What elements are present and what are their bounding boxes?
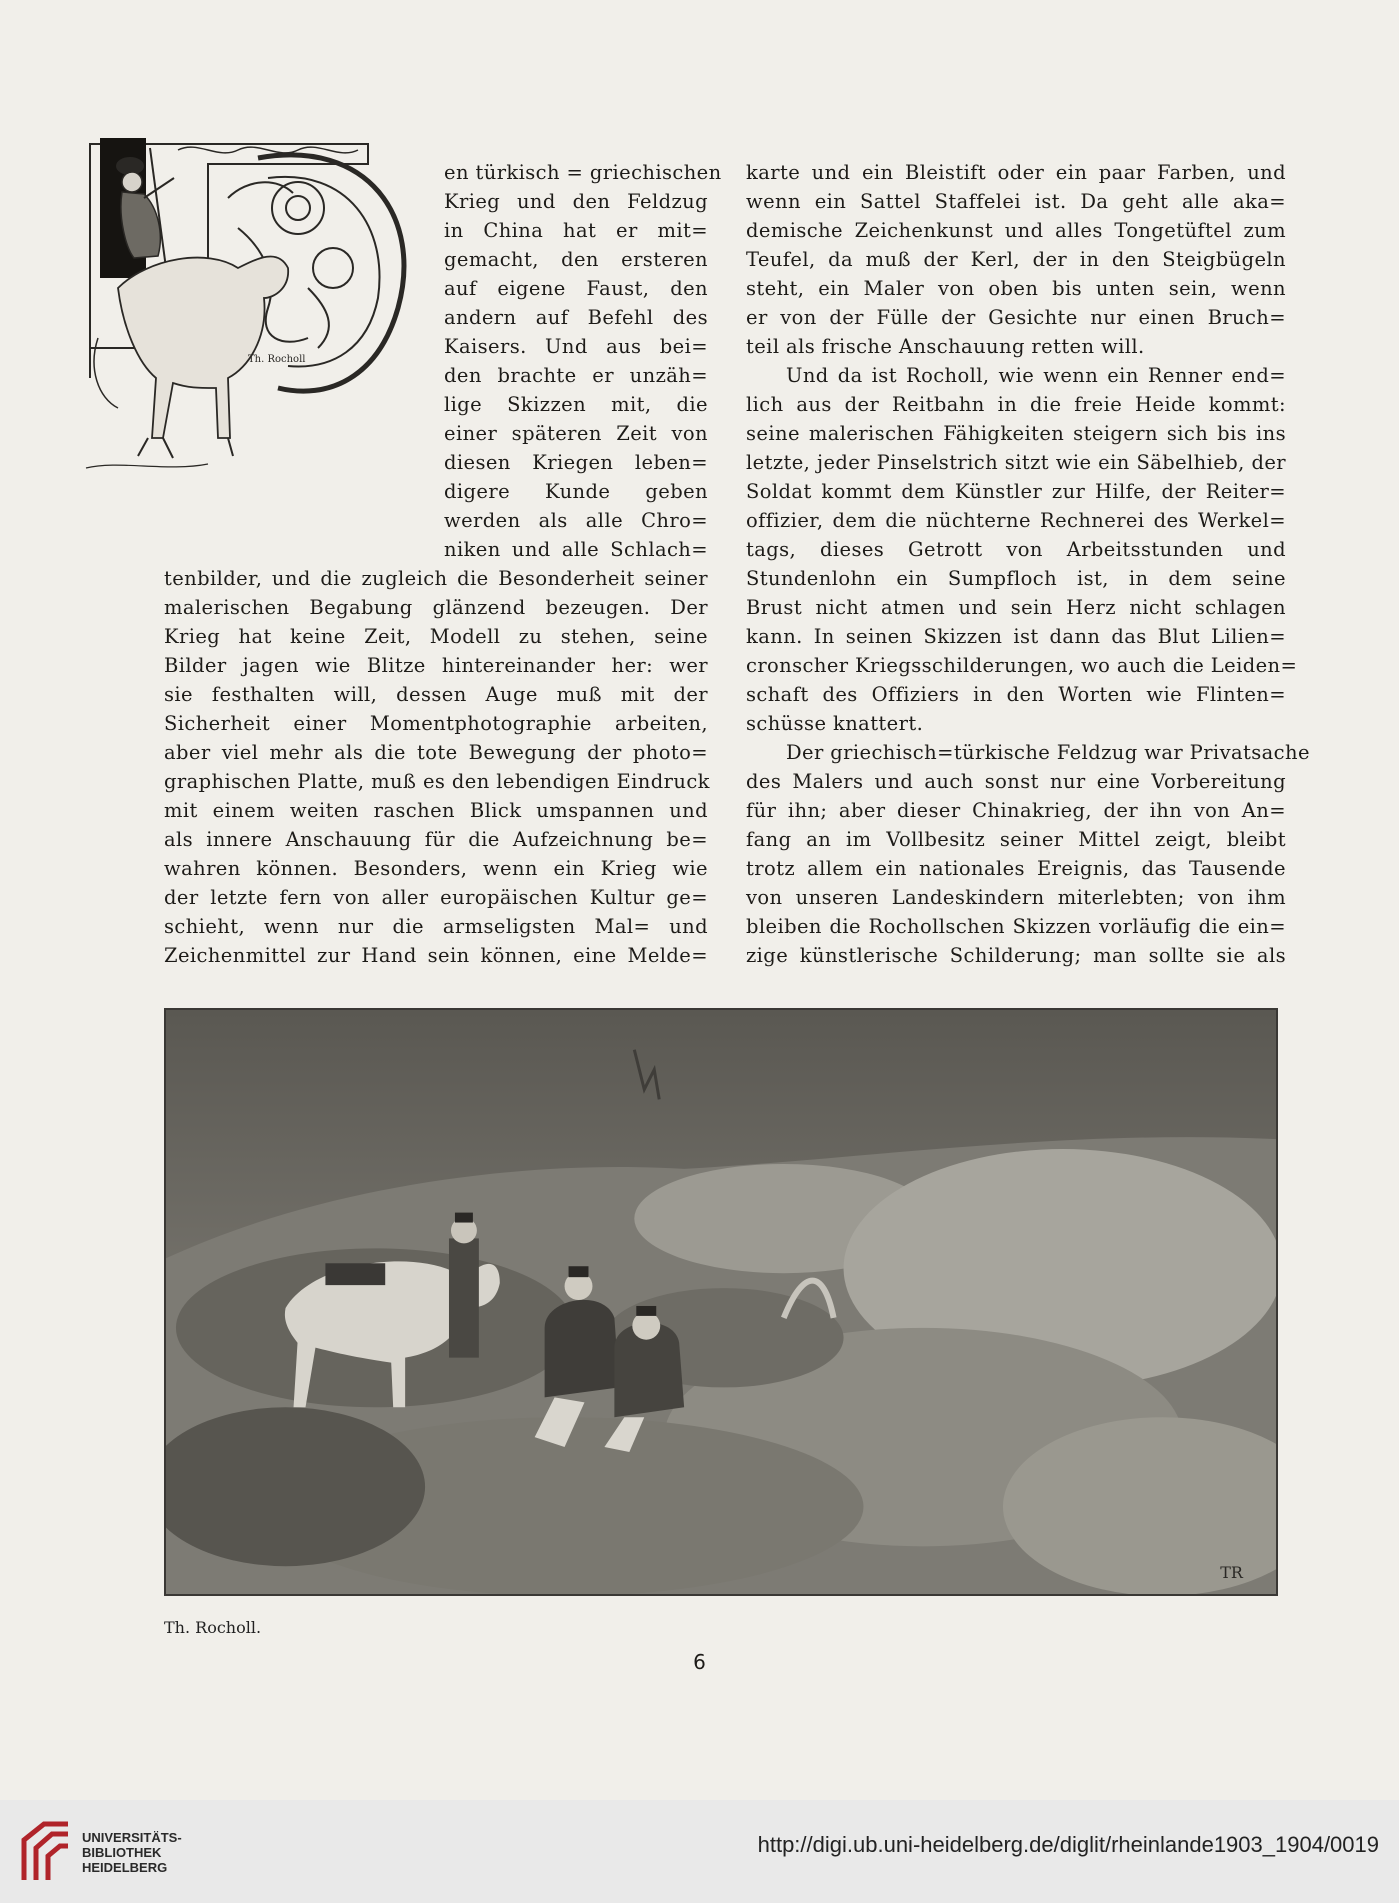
text-line: zige künstlerische Schilderung; man sollte sie als [746, 944, 1286, 967]
text-line: Brust nicht atmen und sein Herz nicht schlagen [746, 596, 1286, 619]
text-line: trotz allem ein nationales Ereignis, das Tausende [746, 857, 1286, 880]
text-line: von unseren Landeskindern miterlebten; von ihm [746, 886, 1286, 909]
text-line: offizier, dem die nüchterne Rechnerei des Werkel= [746, 509, 1286, 532]
text-line: Kaisers. Und aus bei= [444, 335, 708, 358]
text-line: schaft des Offiziers in den Worten wie Flinten= [746, 683, 1286, 706]
text-line: lich aus der Reitbahn in die freie Heide kommt: [746, 393, 1286, 416]
text-column-left [164, 158, 722, 970]
text-line: bleiben die Rochollschen Skizzen vorläufig die ein= [746, 915, 1286, 938]
text-line: Soldat kommt dem Künstler zur Hilfe, der Reiter= [746, 480, 1286, 503]
document-url[interactable]: http://digi.ub.uni-heidelberg.de/diglit/rheinlande1903_1904/0019 [757, 1832, 1379, 1857]
text-line: lige Skizzen mit, die [444, 393, 708, 416]
footer-bar [0, 1800, 1399, 1903]
text-line: Krieg und den Feldzug [444, 190, 708, 213]
text-line: teil als frische Anschauung retten will. [746, 335, 1145, 358]
painting-monogram: TR [1220, 1563, 1243, 1583]
text-line: wahren können. Besonders, wenn ein Krieg wie [164, 857, 708, 880]
page-number: 6 [693, 1650, 706, 1674]
illustration-signature: Th. Rocholl [248, 354, 306, 365]
text-line: den brachte er unzäh= [444, 364, 708, 387]
text-line: niken und alle Schlach= [444, 538, 708, 561]
text-line: einer späteren Zeit von [444, 422, 708, 445]
text-line: schüsse knattert. [746, 712, 924, 735]
text-line: wenn ein Sattel Staffelei ist. Da geht alle aka= [746, 190, 1286, 213]
library-name-line-3: HEIDELBERG [82, 1860, 168, 1875]
text-line: gemacht, den ersteren [444, 248, 708, 271]
text-line: Bilder jagen wie Blitze hintereinander her: wer [164, 654, 708, 677]
text-line: Teufel, da muß der Kerl, der in den Steigbügeln [746, 248, 1286, 271]
text-line: aber viel mehr als die tote Bewegung der photo= [164, 741, 708, 764]
text-line: cronscher Kriegsschilderungen, wo auch die Leiden= [746, 654, 1298, 677]
text-line: tenbilder, und die zugleich die Besonderheit seiner [164, 567, 708, 590]
text-line: letzte, jeder Pinselstrich sitzt wie ein Säbelhieb, der [746, 451, 1286, 474]
text-line: malerischen Begabung glänzend bezeugen. Der [164, 596, 708, 619]
text-line: fang an im Vollbesitz seiner Mittel zeigt, bleibt [746, 828, 1286, 851]
text-column-right [746, 158, 1310, 970]
text-line: Der griechisch=türkische Feldzug war Privatsache [786, 741, 1310, 764]
text-line: tags, dieses Getrott von Arbeitsstunden und [746, 538, 1286, 561]
text-line: auf eigene Faust, den [444, 277, 708, 300]
text-line: werden als alle Chro= [444, 509, 708, 532]
image-caption: Th. Rocholl. [164, 1618, 262, 1637]
text-line: für ihn; aber dieser Chinakrieg, der ihn von An= [746, 799, 1286, 822]
text-line: in China hat er mit= [444, 219, 708, 242]
text-line: seine malerischen Fähigkeiten steigern sich bis ins [746, 422, 1286, 445]
text-line: schieht, wenn nur die armseligsten Mal= und [164, 915, 708, 938]
text-line: diesen Kriegen leben= [444, 451, 708, 474]
text-line: en türkisch = griechischen [444, 161, 722, 184]
university-logo-icon [18, 1820, 74, 1886]
text-line: Krieg hat keine Zeit, Modell zu stehen, seine [164, 625, 708, 648]
library-name-line-1: UNIVERSITÄTS- [82, 1830, 182, 1845]
library-name-line-2: BIBLIOTHEK [82, 1845, 162, 1860]
text-line: Stundenlohn ein Sumpfloch ist, in dem seine [746, 567, 1286, 590]
text-line: als innere Anschauung für die Aufzeichnung be= [164, 828, 708, 851]
text-line: mit einem weiten raschen Blick umspannen und [164, 799, 708, 822]
text-line: sie festhalten will, dessen Auge muß mit der [164, 683, 708, 706]
text-line: des Malers und auch sonst nur eine Vorbereitung [746, 770, 1286, 793]
library-name [82, 1830, 182, 1875]
text-line: digere Kunde geben [444, 480, 708, 503]
text-line: kann. In seinen Skizzen ist dann das Blut Lilien= [746, 625, 1286, 648]
text-line: Zeichenmittel zur Hand sein können, eine Melde= [164, 944, 708, 967]
text-line: Und da ist Rocholl, wie wenn ein Renner end= [786, 364, 1286, 387]
text-line: steht, ein Maler von oben bis unten sein, wenn [746, 277, 1286, 300]
painting-soldiers-resting [164, 1008, 1278, 1596]
text-line: karte und ein Bleistift oder ein paar Farben, und [746, 161, 1286, 184]
text-line: andern auf Befehl des [444, 306, 708, 329]
text-line: demische Zeichenkunst und alles Tongetüftel zum [746, 219, 1286, 242]
text-line: graphischen Platte, muß es den lebendigen Eindruck [164, 770, 710, 793]
text-line: der letzte fern von aller europäischen Kultur ge= [164, 886, 708, 909]
text-line: Sicherheit einer Momentphotographie arbeiten, [164, 712, 708, 735]
text-line: er von der Fülle der Gesichte nur einen Bruch= [746, 306, 1286, 329]
